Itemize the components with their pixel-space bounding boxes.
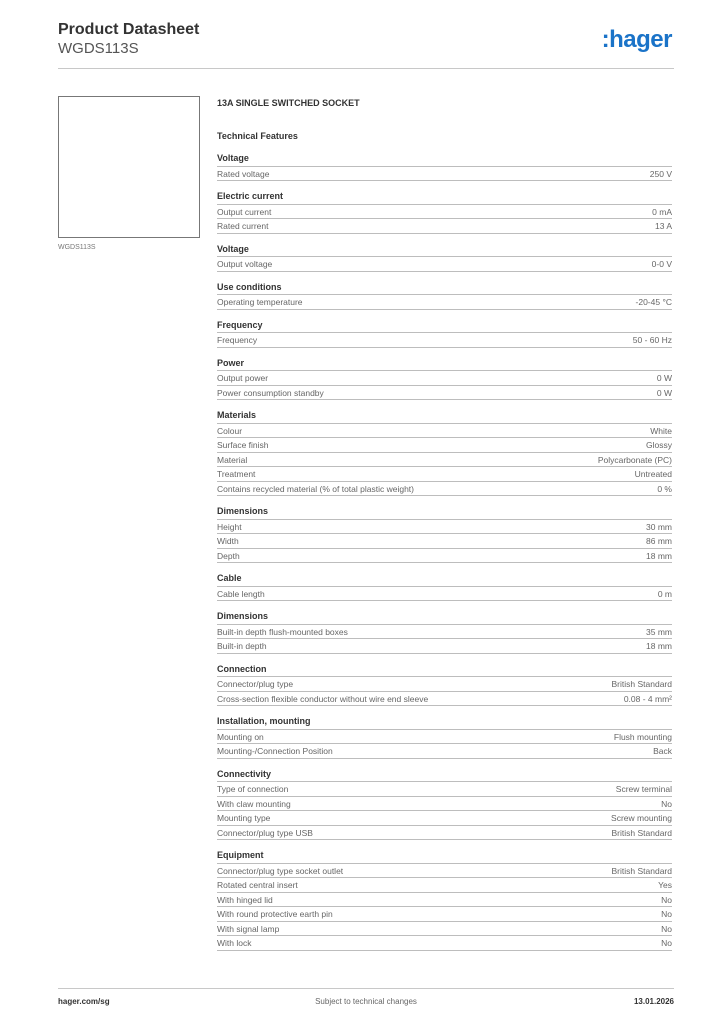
feature-label: Material <box>217 454 248 465</box>
section-title: Use conditions <box>217 281 672 296</box>
feature-section <box>217 243 672 272</box>
feature-row <box>217 878 672 893</box>
feature-row <box>217 811 672 826</box>
feature-label: Built-in depth flush-mounted boxes <box>217 626 348 637</box>
feature-value: 0-0 V <box>651 259 672 269</box>
feature-label: Mounting-/Connection Position <box>217 746 333 756</box>
feature-value: Polycarbonate (PC) <box>597 454 672 465</box>
feature-label: Connector/plug type USB <box>217 827 313 838</box>
feature-row <box>217 386 672 401</box>
section-title: Installation, mounting <box>217 715 672 730</box>
feature-label: With hinged lid <box>217 894 273 905</box>
feature-label: Power consumption standby <box>217 387 324 398</box>
feature-row <box>217 453 672 468</box>
section-title: Frequency <box>217 319 672 334</box>
feature-value: 35 mm <box>646 626 672 637</box>
feature-section <box>217 409 672 496</box>
feature-row <box>217 744 672 759</box>
feature-label: Mounting on <box>217 731 264 742</box>
feature-row <box>217 625 672 640</box>
feature-value: 0 W <box>656 387 672 398</box>
technical-content <box>217 96 672 951</box>
feature-label: With signal lamp <box>217 923 280 934</box>
feature-sections <box>217 152 672 951</box>
feature-label: Output voltage <box>217 259 273 269</box>
feature-label: Frequency <box>217 335 258 345</box>
feature-section <box>217 768 672 841</box>
feature-label: Output current <box>217 206 272 217</box>
feature-value: No <box>661 798 672 809</box>
section-title: Connection <box>217 663 672 678</box>
feature-row <box>217 864 672 879</box>
section-title: Materials <box>217 409 672 424</box>
feature-label: Width <box>217 536 239 546</box>
header-divider <box>58 68 674 69</box>
feature-value: Screw terminal <box>615 784 672 794</box>
feature-value: British Standard <box>611 679 672 689</box>
feature-value: 18 mm <box>646 641 672 651</box>
feature-value: 0 % <box>657 483 672 494</box>
feature-value: No <box>661 923 672 934</box>
feature-label: Operating temperature <box>217 297 303 307</box>
feature-value: Yes <box>658 880 672 890</box>
section-title: Dimensions <box>217 610 672 625</box>
feature-row <box>217 677 672 692</box>
feature-label: Mounting type <box>217 813 271 823</box>
feature-section <box>217 281 672 310</box>
feature-value: No <box>661 894 672 905</box>
feature-row <box>217 295 672 310</box>
feature-section <box>217 663 672 707</box>
section-title: Power <box>217 357 672 372</box>
feature-value: British Standard <box>611 827 672 838</box>
features-heading: Technical Features <box>217 131 298 141</box>
feature-label: With round protective earth pin <box>217 909 333 919</box>
product-image <box>58 96 200 238</box>
feature-row <box>217 549 672 564</box>
feature-value: 250 V <box>649 168 672 179</box>
feature-value: 0 mA <box>652 206 672 217</box>
feature-row <box>217 438 672 453</box>
feature-label: Depth <box>217 550 240 561</box>
feature-value: No <box>661 938 672 948</box>
feature-row <box>217 167 672 182</box>
feature-value: 30 mm <box>646 521 672 532</box>
feature-row <box>217 907 672 922</box>
feature-row <box>217 587 672 602</box>
section-title: Cable <box>217 572 672 587</box>
feature-label: With claw mounting <box>217 798 291 809</box>
section-title: Voltage <box>217 152 672 167</box>
feature-label: Contains recycled material (% of total plastic weight) <box>217 483 414 494</box>
feature-row <box>217 692 672 707</box>
feature-value: White <box>650 425 672 436</box>
feature-section <box>217 610 672 654</box>
image-caption: WGDS113S <box>58 244 96 251</box>
feature-label: Colour <box>217 425 243 436</box>
feature-label: With lock <box>217 938 252 948</box>
feature-row <box>217 424 672 439</box>
feature-row <box>217 205 672 220</box>
feature-row <box>217 219 672 234</box>
feature-section <box>217 152 672 181</box>
feature-label: Built-in depth <box>217 641 267 651</box>
feature-label: Cross-section flexible conductor without wire end sleeve <box>217 693 429 704</box>
feature-value: 0 W <box>656 373 672 383</box>
feature-label: Output power <box>217 373 269 383</box>
feature-section <box>217 505 672 563</box>
section-title: Dimensions <box>217 505 672 520</box>
feature-row <box>217 371 672 386</box>
feature-label: Height <box>217 521 242 532</box>
feature-row <box>217 482 672 497</box>
feature-value: No <box>661 909 672 919</box>
page-footer <box>58 997 674 1011</box>
feature-row <box>217 826 672 841</box>
feature-value: -20-45 °C <box>635 297 672 307</box>
feature-value: Glossy <box>646 440 672 450</box>
feature-row <box>217 936 672 951</box>
feature-section <box>217 849 672 951</box>
feature-label: Treatment <box>217 469 256 479</box>
feature-row <box>217 639 672 654</box>
document-title: Product Datasheet <box>58 21 200 38</box>
feature-row <box>217 893 672 908</box>
feature-row <box>217 467 672 482</box>
feature-row <box>217 797 672 812</box>
feature-label: Rated current <box>217 221 269 231</box>
footer-divider <box>58 988 674 989</box>
feature-value: 0 m <box>657 588 672 599</box>
feature-row <box>217 922 672 937</box>
feature-value: 18 mm <box>646 550 672 561</box>
feature-label: Surface finish <box>217 440 269 450</box>
hager-logo[interactable]: :hager <box>601 26 672 53</box>
feature-value: 86 mm <box>646 536 672 546</box>
section-title: Electric current <box>217 190 672 205</box>
feature-section <box>217 319 672 348</box>
feature-label: Connector/plug type socket outlet <box>217 865 344 876</box>
feature-row <box>217 730 672 745</box>
feature-row <box>217 534 672 549</box>
footer-date: 13.01.2026 <box>633 997 674 1006</box>
feature-value: Untreated <box>634 469 672 479</box>
feature-section <box>217 715 672 759</box>
feature-row <box>217 782 672 797</box>
feature-section <box>217 572 672 601</box>
feature-value: 13 A <box>654 221 672 231</box>
feature-value: Screw mounting <box>611 813 672 823</box>
feature-label: Type of connection <box>217 784 289 794</box>
footer-website-link[interactable]: hager.com/sg <box>58 997 110 1006</box>
page-header <box>58 20 674 58</box>
footer-notice: Subject to technical changes <box>315 997 417 1006</box>
document-subtitle: WGDS113S <box>58 40 139 57</box>
feature-value: Back <box>653 746 672 756</box>
section-title: Voltage <box>217 243 672 258</box>
section-title: Equipment <box>217 849 672 864</box>
product-name: 13A SINGLE SWITCHED SOCKET <box>217 98 360 108</box>
feature-value: Flush mounting <box>613 731 672 742</box>
feature-value: 0.08 - 4 mm² <box>623 693 672 704</box>
feature-label: Cable length <box>217 588 265 599</box>
feature-label: Rated voltage <box>217 168 270 179</box>
feature-row <box>217 333 672 348</box>
section-title: Connectivity <box>217 768 672 783</box>
feature-section <box>217 357 672 401</box>
feature-section <box>217 190 672 234</box>
feature-label: Connector/plug type <box>217 679 294 689</box>
feature-value: British Standard <box>611 865 672 876</box>
feature-row <box>217 520 672 535</box>
feature-value: 50 - 60 Hz <box>632 335 672 345</box>
feature-label: Rotated central insert <box>217 880 298 890</box>
feature-row <box>217 257 672 272</box>
